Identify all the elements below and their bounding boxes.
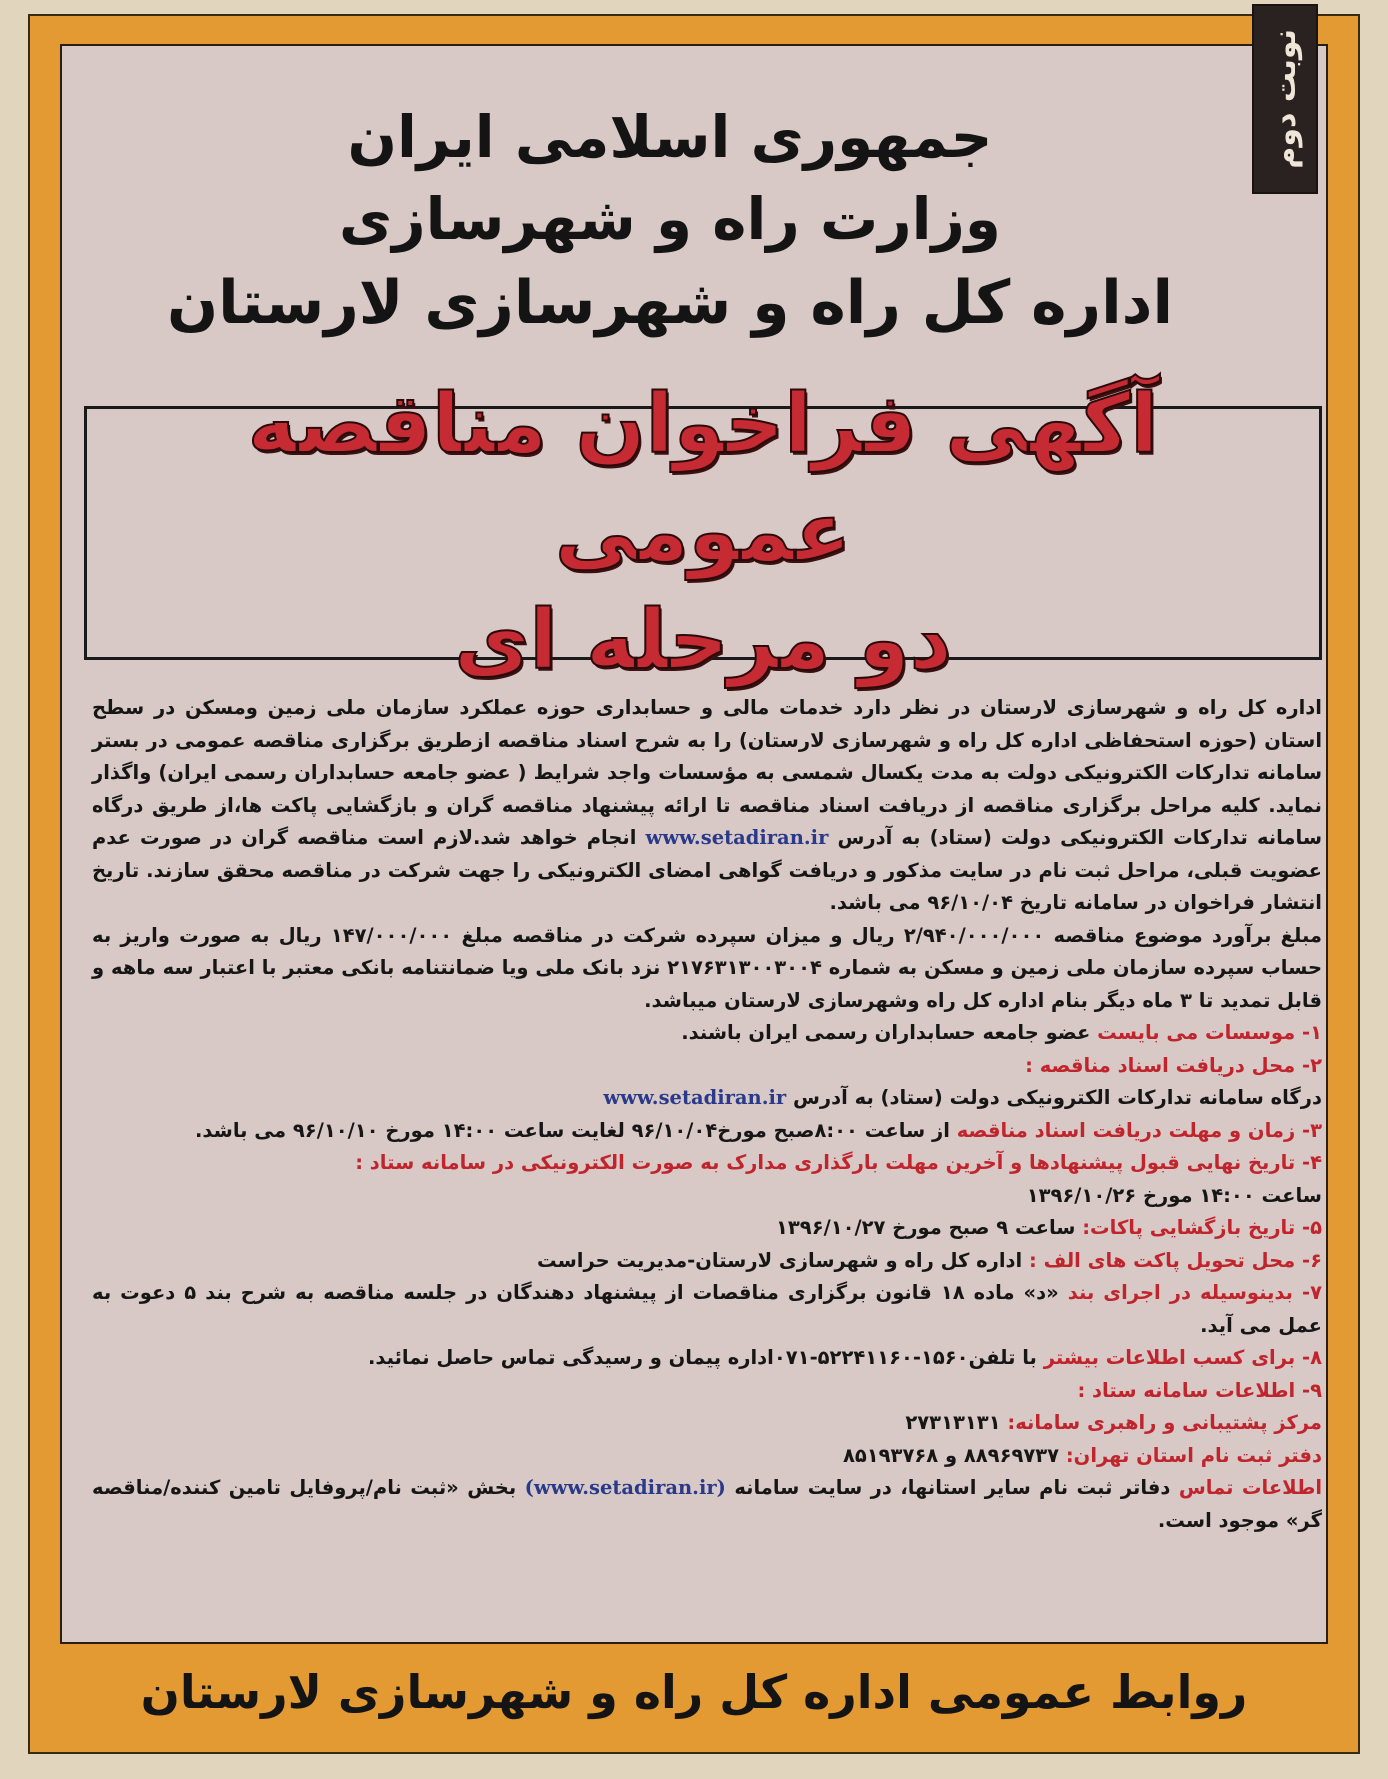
item-label: ۹- اطلاعات سامانه ستاد :: [1077, 1378, 1322, 1402]
item-label: ۱- موسسات می بایست: [1097, 1021, 1322, 1044]
contact-info: [92, 1472, 1322, 1537]
publication-round-badge: [1252, 4, 1318, 194]
item-text: ساعت ۹ صبح مورخ ۱۳۹۶/۱۰/۲۷: [776, 1216, 1076, 1239]
tender-title-box: [84, 377, 1322, 688]
item-text: ۸۸۹۶۹۷۳۷ و ۸۵۱۹۳۷۶۸: [842, 1443, 1060, 1467]
item-label: ۳- زمان و مهلت دریافت اسناد مناقصه: [956, 1118, 1322, 1142]
item-label: دفتر ثبت نام استان تهران:: [1065, 1443, 1322, 1467]
item-text: عضو جامعه حسابداران رسمی ایران باشند.: [681, 1021, 1091, 1044]
footer-text: روابط عمومی اداره کل راه و شهرسازی لارستان: [140, 1665, 1248, 1719]
item-9: [92, 1375, 1322, 1408]
deposit-paragraph: مبلغ برآورد موضوع مناقصه ۲/۹۴۰/۰۰۰/۰۰۰ ریال و میزان سپرده شرکت در مناقصه مبلغ ۱۴۷/۰۰۰/۰۰۰ ریال به صورت واریز به حساب سپرده سازمان ملی زمین و مسکن به شماره ۲۱۷۶۳۱۳۰۰۳۰۰۴ نزد بانک ملی ویا ضمانتنامه بانکی معتبر با اعتبار سه ماهه و قابل تمدید تا ۳ ماه دیگر بنام اداره کل راه وشهرسازی لارستان میباشد.: [92, 923, 1322, 1012]
item-text: اداره کل راه و شهرسازی لارستان-مدیریت حراست: [536, 1248, 1023, 1272]
item-text: ۲۷۳۱۳۱۳۱: [905, 1411, 1001, 1434]
item-3: [92, 1115, 1322, 1148]
support-center: [92, 1407, 1322, 1440]
item-text: از ساعت ۸:۰۰صبح مورخ۹۶/۱۰/۰۴ لغایت ساعت ۱۴:۰۰ مورخ ۹۶/۱۰/۱۰ می باشد.: [195, 1118, 950, 1142]
issuer-header: [120, 96, 1220, 346]
setad-link[interactable]: (www.setadiran.ir): [524, 1476, 726, 1499]
item-2: [92, 1050, 1322, 1083]
tehran-registration-office: [92, 1440, 1322, 1473]
item-label: ۷- بدینوسیله در اجرای بند: [1067, 1281, 1322, 1304]
badge-text: نوبت دوم: [1267, 29, 1303, 169]
setad-link[interactable]: www.setadiran.ir: [603, 1086, 787, 1109]
item-5: [92, 1212, 1322, 1245]
item-label: ۴- تاریخ نهایی قبول پیشنهادها و آخرین مهلت بارگذاری مدارک به صورت الکترونیکی در سامانه ستاد :: [355, 1151, 1322, 1174]
tender-title-line1: آگهی فراخوان مناقصه عمومی: [247, 377, 1159, 580]
intro-text-b: انجام خواهد شد.لازم است مناقصه گران در صورت عدم عضویت قبلی، مراحل ثبت نام در سایت مذکور و دریافت گواهی امضای الکترونیکی را جهت شرکت در مناقصه محقق سازند. تاریخ انتشار فراخوان در سامانه تاریخ ۹۶/۱۰/۰۴ می باشد.: [92, 826, 1322, 914]
header-ministry: وزارت راه و شهرسازی: [339, 185, 1001, 253]
item-4-detail: [92, 1180, 1322, 1213]
item-6: [92, 1245, 1322, 1278]
item-label: ۲- محل دریافت اسناد مناقصه :: [1025, 1053, 1322, 1077]
header-department: اداره کل راه و شهرسازی لارستان: [166, 268, 1174, 338]
item-text: درگاه سامانه تدارکات الکترونیکی دولت (ستاد) به آدرس: [793, 1086, 1322, 1109]
item-1: [92, 1017, 1322, 1050]
setad-link[interactable]: www.setadiran.ir: [645, 826, 829, 849]
item-4: [92, 1147, 1322, 1180]
item-7: [92, 1277, 1322, 1342]
item-text: «د» ماده ۱۸ قانون برگزاری مناقصات از پیشنهاد دهندگان در جلسه مناقصه به شرح بند ۵ دعوت به عمل می آید.: [92, 1281, 1322, 1337]
item-label: ۸- برای کسب اطلاعات بیشتر: [1043, 1346, 1322, 1369]
header-country: جمهوری اسلامی ایران: [347, 103, 993, 171]
intro-text-a: اداره کل راه و شهرسازی لارستان در نظر دارد خدمات مالی و حسابداری حوزه عملکرد سازمان ملی زمین ومسکن در سطح استان (حوزه استحفاظی اداره کل راه و شهرسازی لارستان) را به شرح اسناد مناقصه ازطریق برگزاری مناقصه عمومی در بستر سامانه تدارکات الکترونیکی دولت به مدت یکسال شمسی به مؤسسات واجد شرایط ( عضو جامعه حسابداران رسمی ایران) واگذار نماید. کلیه مراحل برگزاری مناقصه از دریافت اسناد مناقصه تا ارائه پیشنهاد مناقصه گران و بازگشایی پاکت ها،از طریق درگاه سامانه تدارکات الکترونیکی دولت (ستاد) به آدرس: [92, 696, 1322, 849]
item-text: بخش «ثبت نام/پروفایل تامین کننده/مناقصه گر» موجود است.: [92, 1476, 1322, 1532]
item-8: [92, 1342, 1322, 1375]
tender-title-line2: دو مرحله ای: [454, 593, 952, 688]
item-text: با تلفن۱۵۶۰-۵۲۲۴۱۱۶۰-۰۷۱اداره پیمان و رسیدگی تماس حاصل نمائید.: [367, 1346, 1037, 1369]
item-2-detail: [92, 1082, 1322, 1115]
intro-paragraph: [92, 692, 1322, 920]
item-text: ساعت ۱۴:۰۰ مورخ ۱۳۹۶/۱۰/۲۶: [1026, 1183, 1322, 1207]
item-label: ۵- تاریخ بازگشایی پاکات:: [1082, 1216, 1322, 1239]
item-label: مرکز پشتیبانی و راهبری سامانه:: [1007, 1411, 1322, 1434]
public-relations-footer: [60, 1644, 1328, 1740]
item-text: دفاتر ثبت نام سایر استانها، در سایت سامانه: [734, 1476, 1171, 1499]
item-label: ۶- محل تحویل پاکت های الف :: [1029, 1248, 1322, 1272]
item-label: اطلاعات تماس: [1178, 1476, 1323, 1499]
tender-body: [92, 692, 1322, 1537]
